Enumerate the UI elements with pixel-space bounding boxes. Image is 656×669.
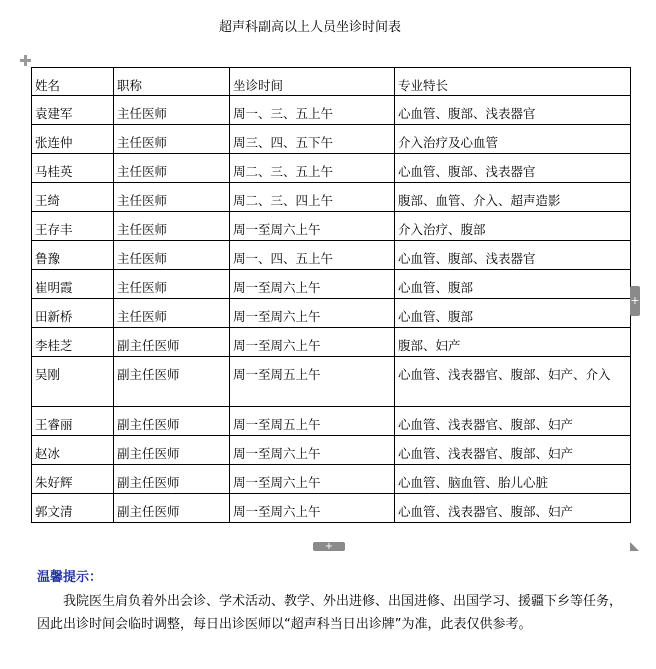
cell-title: 副主任医师 — [114, 357, 230, 407]
cell-specialty: 心血管、浅表器官、腹部、妇产 — [395, 407, 631, 436]
table-row — [32, 299, 631, 328]
cell-name: 王睿丽 — [32, 407, 114, 436]
resize-corner-icon[interactable] — [630, 542, 639, 551]
cell-name: 王存丰 — [32, 212, 114, 241]
cell-title: 副主任医师 — [114, 436, 230, 465]
cell-name: 吴刚 — [32, 357, 114, 407]
cell-name: 袁建军 — [32, 96, 114, 125]
plus-icon: + — [630, 294, 640, 307]
table-row — [32, 328, 631, 357]
cell-title: 主任医师 — [114, 183, 230, 212]
header-specialty: 专业特长 — [395, 68, 631, 96]
cell-time: 周一至周六上午 — [230, 465, 395, 494]
cell-title: 副主任医师 — [114, 465, 230, 494]
cell-time: 周一至周六上午 — [230, 212, 395, 241]
cell-specialty: 心血管、腹部、浅表器官 — [395, 154, 631, 183]
table-row — [32, 270, 631, 299]
cell-title: 副主任医师 — [114, 407, 230, 436]
cell-specialty: 心血管、腹部 — [395, 299, 631, 328]
cell-title: 主任医师 — [114, 299, 230, 328]
add-column-button[interactable] — [630, 286, 640, 316]
table-header-row — [32, 68, 631, 96]
header-title: 职称 — [114, 68, 230, 96]
table-row — [32, 436, 631, 465]
table-row — [32, 241, 631, 270]
cell-title: 主任医师 — [114, 154, 230, 183]
table-row — [32, 465, 631, 494]
header-name: 姓名 — [32, 68, 114, 96]
cell-time: 周一至周五上午 — [230, 357, 395, 407]
header-time: 坐诊时间 — [230, 68, 395, 96]
cell-name: 崔明霞 — [32, 270, 114, 299]
cell-time: 周一至周六上午 — [230, 328, 395, 357]
table-row — [32, 212, 631, 241]
cell-title: 主任医师 — [114, 212, 230, 241]
cell-time: 周一至周五上午 — [230, 407, 395, 436]
table-row — [32, 407, 631, 436]
cell-specialty: 心血管、浅表器官、腹部、妇产、介入 — [395, 357, 631, 407]
cell-specialty: 介入治疗、腹部 — [395, 212, 631, 241]
cell-time: 周一至周六上午 — [230, 436, 395, 465]
cell-time: 周一至周六上午 — [230, 270, 395, 299]
cell-title: 副主任医师 — [114, 328, 230, 357]
page-title: 超声科副高以上人员坐诊时间表 — [218, 20, 401, 35]
cell-time: 周一、三、五上午 — [230, 96, 395, 125]
cell-name: 马桂英 — [32, 154, 114, 183]
cell-time: 周二、三、五上午 — [230, 154, 395, 183]
table-row — [32, 154, 631, 183]
cell-specialty: 腹部、血管、介入、超声造影 — [395, 183, 631, 212]
cell-name: 朱好辉 — [32, 465, 114, 494]
cell-name: 田新桥 — [32, 299, 114, 328]
cell-name: 王绮 — [32, 183, 114, 212]
cell-title: 主任医师 — [114, 241, 230, 270]
cell-specialty: 心血管、腹部、浅表器官 — [395, 96, 631, 125]
add-row-button[interactable] — [313, 542, 345, 551]
table-row — [32, 357, 631, 407]
table-row — [32, 96, 631, 125]
cell-name: 李桂芝 — [32, 328, 114, 357]
cell-specialty: 心血管、腹部、浅表器官 — [395, 241, 631, 270]
cell-specialty: 腹部、妇产 — [395, 328, 631, 357]
tip-title: 温馨提示： — [37, 570, 103, 585]
cell-name: 赵冰 — [32, 436, 114, 465]
table-row — [32, 183, 631, 212]
cell-time: 周一至周六上午 — [230, 299, 395, 328]
cell-specialty: 心血管、浅表器官、腹部、妇产 — [395, 494, 631, 523]
schedule-table — [31, 67, 631, 523]
cell-specialty: 心血管、脑血管、胎儿心脏 — [395, 465, 631, 494]
cell-time: 周二、三、四上午 — [230, 183, 395, 212]
cell-specialty: 心血管、腹部 — [395, 270, 631, 299]
table-row — [32, 125, 631, 154]
tip-body: 我院医生肩负着外出会诊、学术活动、教学、外出进修、出国进修、出国学习、援疆下乡等任务，因此出诊时间会临时调整，每日出诊医师以“超声科当日出诊牌”为准，此表仅供参考。 — [37, 594, 623, 632]
table-row — [32, 494, 631, 523]
cell-specialty: 心血管、浅表器官、腹部、妇产 — [395, 436, 631, 465]
cell-specialty: 介入治疗及心血管 — [395, 125, 631, 154]
cell-title: 副主任医师 — [114, 494, 230, 523]
cell-title: 主任医师 — [114, 96, 230, 125]
cell-time: 周一、四、五上午 — [230, 241, 395, 270]
cell-name: 鲁豫 — [32, 241, 114, 270]
cell-time: 周三、四、五下午 — [230, 125, 395, 154]
plus-icon: + — [324, 541, 334, 552]
cell-name: 郭文清 — [32, 494, 114, 523]
cell-title: 主任医师 — [114, 125, 230, 154]
cell-time: 周一至周六上午 — [230, 494, 395, 523]
cell-title: 主任医师 — [114, 270, 230, 299]
cell-name: 张连仲 — [32, 125, 114, 154]
table-move-handle-icon[interactable] — [20, 55, 31, 66]
